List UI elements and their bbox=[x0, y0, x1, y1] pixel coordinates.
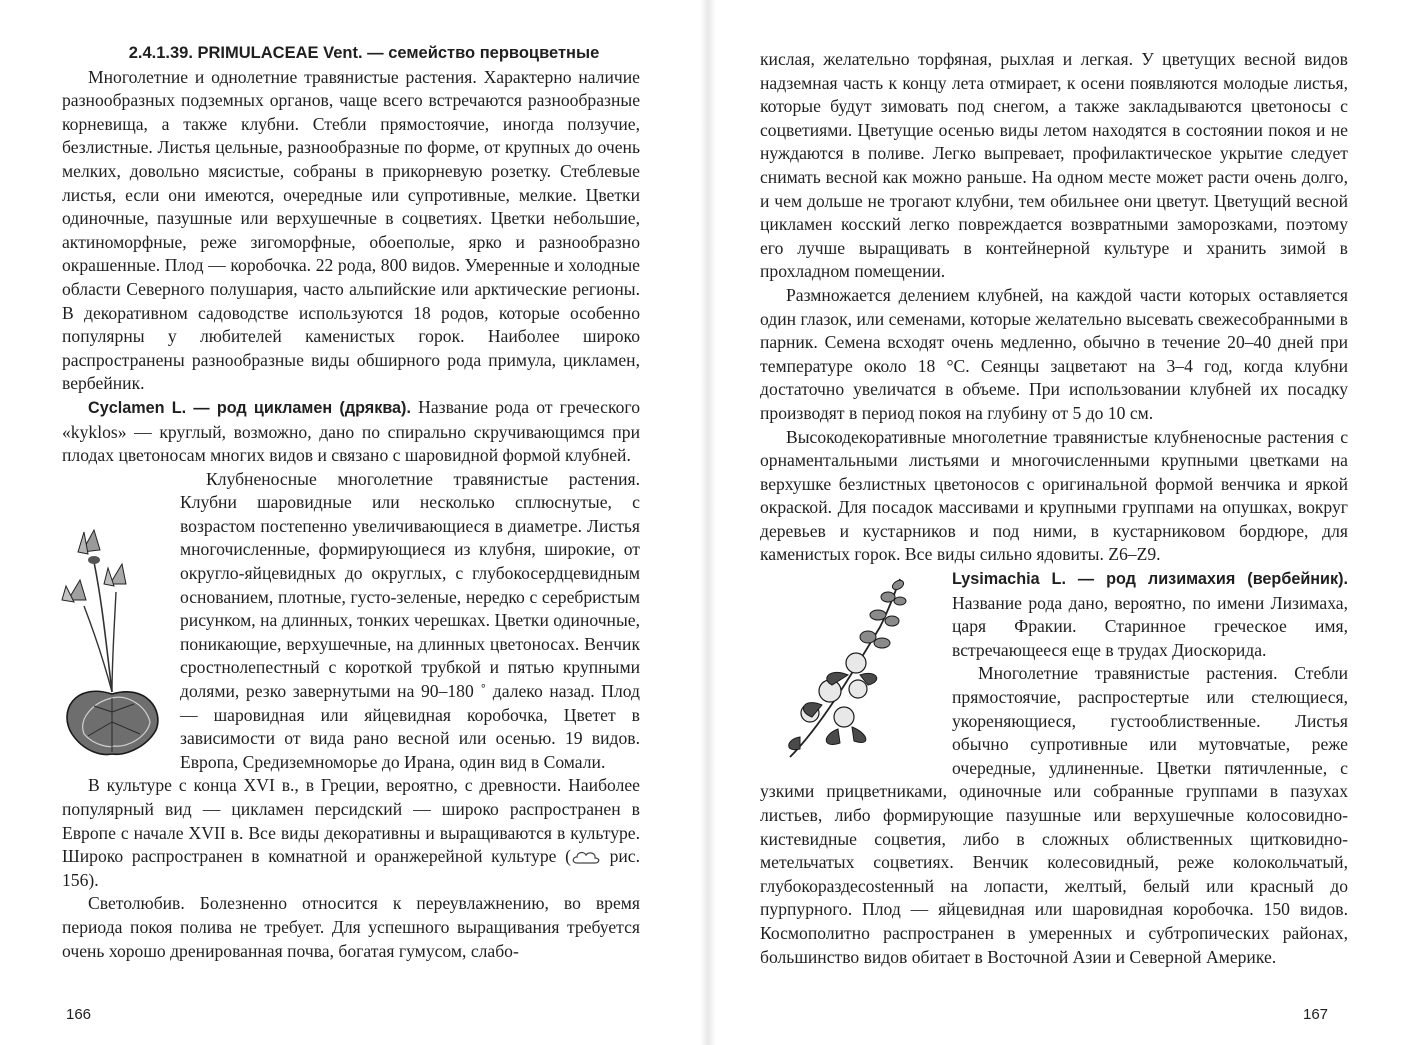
cyclamen-illustration bbox=[54, 522, 166, 758]
cyclamen-genus-etymology: Название рода от греческого «kyklos» — круглый, возможно, дано по спирально скручивающимся при плодах цветоносам многих видов и связано с шаровидной формой клубней. bbox=[62, 396, 640, 466]
lysimachia-illustration bbox=[760, 567, 940, 767]
right-text-column bbox=[760, 48, 1348, 969]
page-number-right: 167 bbox=[1303, 1006, 1329, 1023]
lysimachia-genus-title: Lysimachia L. — род лизимахия (вербейник). bbox=[952, 570, 1348, 589]
cyclamen-genus-paragraph bbox=[62, 396, 640, 468]
page-167 bbox=[708, 0, 1416, 1045]
cyclamen-usage: Высокодекоративные многолетние травянистые клубненосные растения с орнаментальными листьями и многочисленными крупными цветками на верхушке безлистных цветоносов с оригинальной формой венчика и яркой окраской. Для посадок массивами и крупными группами на опушках, вокруг деревьев и кустарников и под ними, в кустарниковом бордюре, для каменистых горок. Все виды сильно ядовиты. Z6–Z9. bbox=[760, 426, 1348, 565]
page-number-left: 166 bbox=[66, 1006, 92, 1023]
cyclamen-morphology: Клубненосные многолетние травянистые растения. Клубни шаровидные или несколько сплюснутые, с возрастом постепенно увеличивающиеся в диаметре. Листья многочисленные, формирующиеся из клубня, широкие, от округло-яйцевидных до округлых, с глубокосердцевидным основанием, плотные, густо-зеленые, нередко с серебристым рисунком, на длинных, тонких черешках. Цветки одиночные, поникающие, верхушечные, на длинных цветоносах. Венчик сростнолепестный с короткой трубкой и пятью крупными долями, резко завернутыми на 90–180 ˚ далеко назад. Плод — шаровидная или яйцевидная коробочка, Цветет в зависимости от вида рано весной или осенью. 19 видов. Европа, Средиземноморье до Ирана, один вид в Сомали. bbox=[62, 468, 640, 775]
cyclamen-care: Светолюбив. Болезненно относится к переувлажнению, во время периода покоя полива не требует. Для успешного выращивания требуется очень хорошо дренированная почва, богатая гумусом, слабо- bbox=[62, 893, 640, 961]
lysimachia-genus-etymology: Название рода дано, вероятно, по имени Лизимаха, царя Фракии. Старинное греческое имя, встречающееся еще в трудах Диоскорида. bbox=[952, 592, 1348, 660]
cloud-icon bbox=[571, 849, 601, 867]
cyclamen-genus-title: Cyclamen L. — род цикламен (дряква). bbox=[88, 398, 411, 417]
lysimachia-morphology: Многолетние травянистые растения. Стебли прямостоячие, распростертые или стелющиеся, укореняющиеся, густооблиственные. Листья обычно супротивные или мутовчатые, реже очередные, удлиненные. Цветки пятичленные, с узкими прицветниками, одиночные или собранные группами в пазухах листьев, либо формирующие пазушные или верхушечные колосовидно-кистевидные соцветия, либо в сложных облиственных щитковидно-метельчатых соцветиях. Венчик колесовидный, реже колокольчатый, глубокораздеcostенный на лопасти, желтый, белый или красный до пурпурного. Плод — яйцевидная или шаровидная коробочка. 150 видов. Космополитно распространен в умеренных и субтропических районах, большинство видов обитает в Восточной Азии и Северной Америке. bbox=[760, 663, 1348, 967]
left-text-column bbox=[62, 42, 640, 963]
family-description: Многолетние и однолетние травянистые растения. Характерно наличие разнообразных подземных органов, чаще всего встречаются разнообразные корневища, а также клубни. Стебли прямостоячие, иногда ползучие, безлистные. Листья цельные, разнообразные по форме, от крупных до очень мелких, довольно мясистые, собраны в прикорневую розетку. Стеблевые листья, если они имеются, очередные или супротивные, мелкие. Цветки одиночные, пазушные или верхушечные в соцветиях. Цветки небольшие, актиноморфные, реже зигоморфные, обоеполые, ярко и разнообразно окрашенные. Плод — коробочка. 22 рода, 800 видов. Умеренные и холодные области Северного полушария, часто альпийские или арктические регионы. В декоративном садоводстве используются 18 родов, которые особенно популярны у любителей каменистых горок. Наиболее широко распространены разнообразные виды обширного рода примула, цикламен, вербейник. bbox=[62, 66, 640, 394]
cyclamen-culture: В культуре с конца XVI в., в Греции, вероятно, с древности. Наиболее популярный вид — цикламен персидский — широко распространен в Европе с начале XVII в. Все виды декоративны и выращиваются в культуре. Широко распространен в комнатной и оранжерейной культуре ( рис. 156). bbox=[62, 775, 640, 890]
family-heading: 2.4.1.39. PRIMULACEAE Vent. — семейство первоцветные bbox=[128, 44, 600, 62]
cyclamen-care-continued: кислая, желательно торфяная, рыхлая и легкая. У цветущих весной видов надземная часть к концу лета отмирает, к осени появляются молодые листья, которые будут зимовать под снегом, а также закладываются цветоносы с соцветиями. Цветущие осенью виды летом находятся в состоянии покоя и не нуждаются в поливе. Легко выпревает, профилактическое укрытие следует снимать весной как можно раньше. На одном месте может расти очень долго, и чем дольше не трогают клубни, тем обильнее они цветут. Цветущий весной цикламен косский легко повреждается возвратными заморозками, поэтому его лучше выращивать в контейнерной культуре и хранить зимой в прохладном помещении. bbox=[760, 49, 1348, 282]
lysimachia-genus-paragraph bbox=[760, 567, 1348, 662]
cyclamen-propagation: Размножается делением клубней, на каждой части которых оставляется один глазок, или семенами, которые желательно высевать свежесобранными в парник. Семена всходят очень медленно, обычно в течение 20–40 дней при температуре около 18 °С. Сеянцы зацветают на 3–4 год, когда клубни достаточно увеличатся в объеме. При использовании клубней их посадку производят в период покоя на глубину от 5 до 10 см. bbox=[760, 284, 1348, 423]
